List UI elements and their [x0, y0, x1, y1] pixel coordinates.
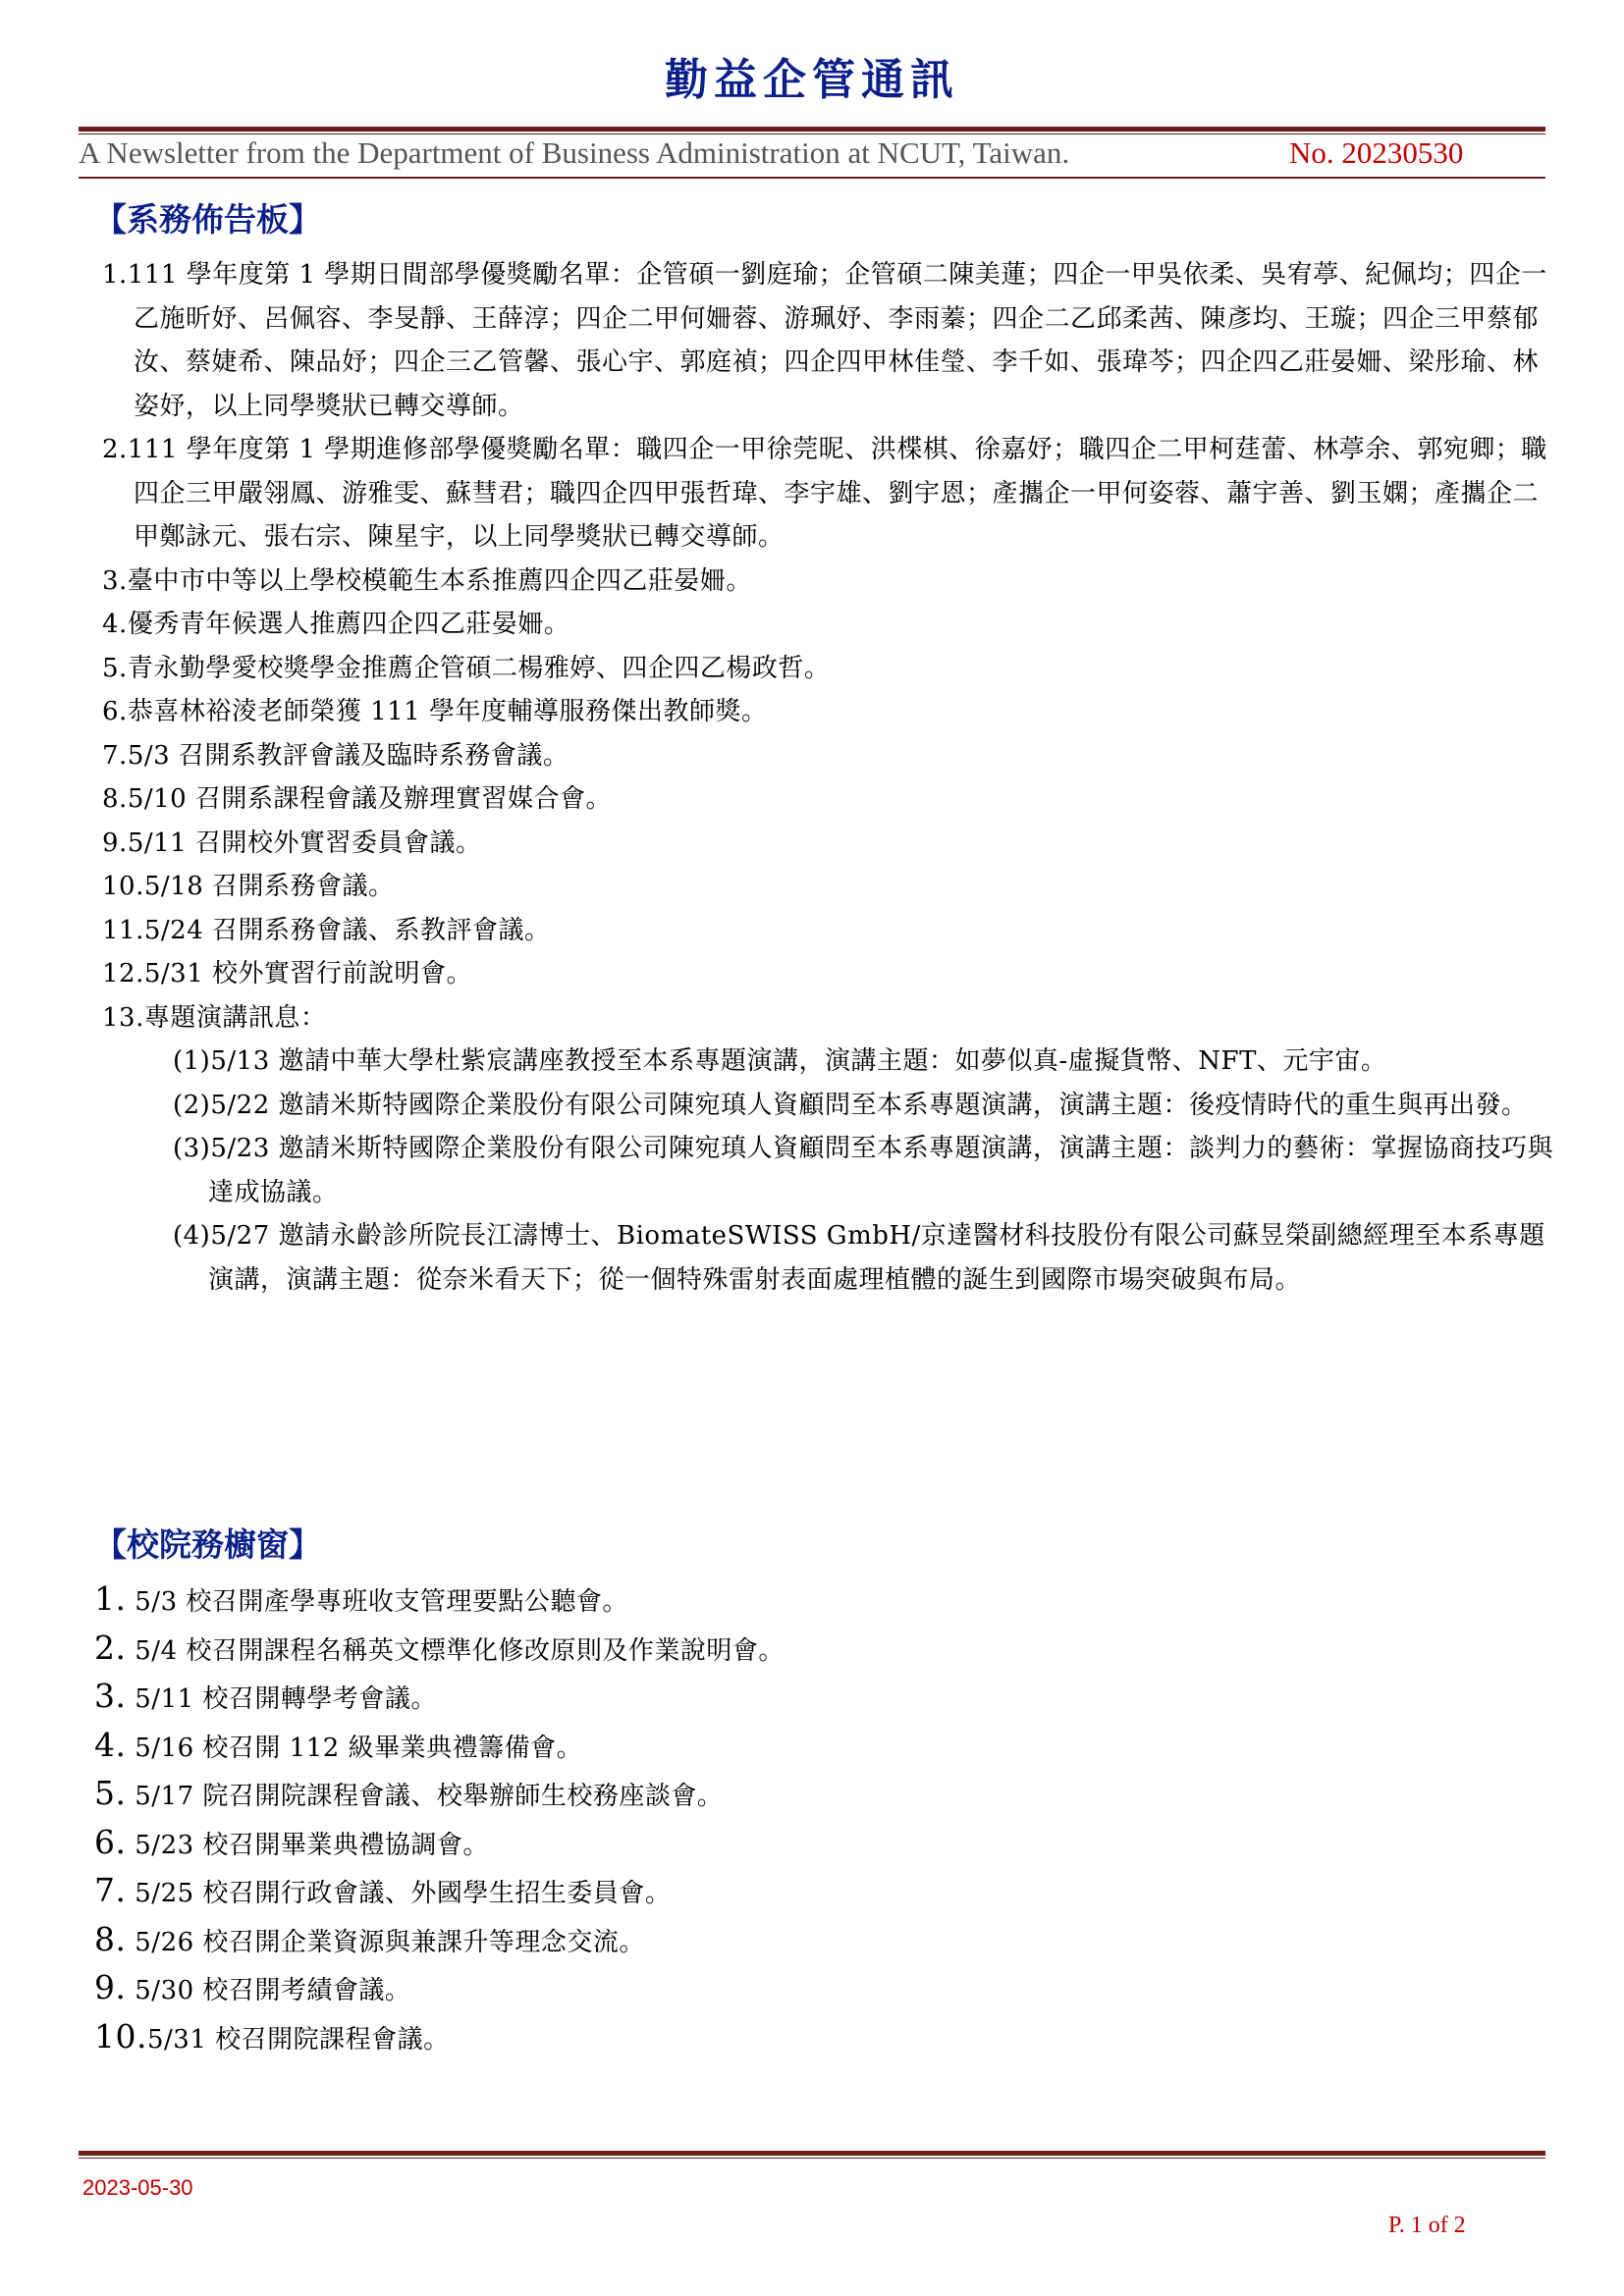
- list-item: [94, 2014, 1547, 2063]
- item-number: 11.: [102, 915, 144, 945]
- item-text: 5/31 校外實習行前說明會。: [143, 959, 473, 988]
- item-number: 7.: [94, 1871, 127, 1909]
- list-item: [102, 253, 1559, 428]
- header-top-rule: [79, 127, 1545, 134]
- list-item: [102, 822, 1559, 866]
- item-number: 5.: [94, 1774, 127, 1812]
- list-item: [102, 952, 1559, 996]
- item-number: 1.: [94, 1579, 127, 1618]
- talk-text: 5/27 邀請永齡診所院長江濤博士、BiomateSWISS GmbH/京達醫材科技股份有限公司蘇昱榮副總經理至本系專題演講，演講主題：從奈米看天下；從一個特殊雷射表面處理植體的誕生到國際市場突破與布局。: [208, 1221, 1545, 1295]
- talk-text: 5/22 邀請米斯特國際企業股份有限公司陳宛瑱人資顧問至本系專題演講，演講主題：後疫情時代的重生與再出發。: [210, 1090, 1528, 1120]
- item-number: 4.: [94, 1725, 127, 1764]
- item-text: 優秀青年候選人推薦四企四乙莊晏姍。: [127, 610, 570, 639]
- talk-number: (1): [173, 1046, 211, 1076]
- talk-item: [173, 1040, 1559, 1084]
- item-text: 5/23 校召開畢業典禮協調會。: [126, 1830, 489, 1860]
- item-text: 專題演講訊息：: [143, 1002, 327, 1033]
- section-heading-department: [94, 200, 321, 239]
- item-text: 5/24 召開系務會議、系教評會議。: [143, 915, 551, 945]
- list-item: [94, 1674, 1547, 1723]
- list-item: [94, 1626, 1547, 1675]
- list-item: [94, 1723, 1547, 1772]
- list-item: [102, 734, 1559, 778]
- item-text: 5/3 校召開產學專班收支管理要點公聽會。: [126, 1587, 628, 1617]
- item-number: 2.: [102, 435, 128, 464]
- item-text: 臺中市中等以上學校模範生本系推薦四企四乙莊晏姍。: [127, 565, 752, 596]
- list-item: [102, 647, 1559, 691]
- item-number: 8.: [94, 1919, 127, 1958]
- talk-number: (2): [173, 1090, 211, 1120]
- item-number: 5.: [102, 653, 128, 683]
- item-number: 1.: [102, 260, 128, 290]
- item-text: 恭喜林裕淩老師榮獲 111 學年度輔導服務傑出教師獎。: [127, 697, 768, 726]
- section-heading-school: [94, 1525, 321, 1564]
- item-number: 3.: [94, 1677, 127, 1715]
- item-text: 5/11 召開校外實習委員會議。: [127, 828, 482, 858]
- heading-bracket-open: 【: [94, 200, 127, 239]
- item-number: 10.: [102, 872, 144, 901]
- item-text: 5/26 校召開企業資源與兼課升等理念交流。: [126, 1927, 645, 1957]
- item-number: 12.: [102, 959, 144, 988]
- item-number: 6.: [102, 697, 128, 726]
- page-number: P. 1 of 2: [1388, 2213, 1466, 2238]
- list-item: [102, 603, 1559, 647]
- list-item: [102, 909, 1559, 953]
- item-number: 9.: [102, 828, 128, 858]
- talk-item: [173, 1214, 1559, 1302]
- item-text: 5/31 校召開院課程會議。: [146, 2024, 450, 2055]
- item-number: 8.: [102, 784, 128, 814]
- item-number: 6.: [94, 1822, 127, 1861]
- item-number: 13.: [102, 1002, 144, 1033]
- footer-date: 2023-05-30: [82, 2175, 193, 2200]
- newsletter-title: 勤益企管通訊: [665, 55, 959, 105]
- item-text: 5/16 校召開 112 級畢業典禮籌備會。: [126, 1733, 583, 1763]
- talk-number: (4): [173, 1221, 211, 1251]
- list-item: [102, 777, 1559, 822]
- list-item: [94, 1820, 1547, 1869]
- list-item: [94, 1771, 1547, 1820]
- footer-rule: [79, 2151, 1545, 2159]
- list-item: [94, 1576, 1547, 1626]
- item-text: 5/3 召開系教評會議及臨時系務會議。: [127, 740, 569, 771]
- school-news-list: [94, 1576, 1547, 2062]
- list-item: [102, 996, 1559, 1303]
- list-item: [102, 690, 1559, 734]
- list-item: [94, 1965, 1547, 2014]
- heading-text: 校院務櫥窗: [127, 1525, 289, 1564]
- newsletter-subtitle: A Newsletter from the Department of Business Administration at NCUT, Taiwan.: [79, 135, 1070, 170]
- issue-number: No. 20230530: [1289, 135, 1464, 170]
- talks-list: [134, 1040, 1559, 1302]
- heading-bracket-close: 】: [289, 1525, 321, 1564]
- heading-bracket-close: 】: [289, 200, 321, 239]
- talk-item: [173, 1127, 1559, 1214]
- talk-text: 5/13 邀請中華大學杜紫宸講座教授至本系專題演講，演講主題：如夢似真-虛擬貨幣、NFT、元宇宙。: [210, 1046, 1387, 1076]
- item-text: 111 學年度第 1 學期日間部學優獎勵名單：企管碩一劉庭瑜；企管碩二陳美蓮；四企一甲吳依柔、吳宥葶、紀佩均；四企一乙施昕妤、呂佩容、李旻靜、王薛淳；四企二甲何姍蓉、游珮妤、李雨蓁；四企二乙邱柔茜、陳彥均、王璇；四企三甲蔡郁汝、蔡婕希、陳品妤；四企三乙管馨、張心宇、郭庭禎；四企四甲林佳瑩、李千如、張瑋芩；四企四乙莊晏姍、梁彤瑜、林姿妤，以上同學獎狀已轉交導師。: [127, 260, 1547, 421]
- heading-text: 系務佈告板: [127, 200, 289, 239]
- item-number: 2.: [94, 1628, 127, 1667]
- item-text: 5/18 召開系務會議。: [143, 872, 395, 901]
- item-text: 5/10 召開系課程會議及辦理實習媒合會。: [127, 784, 612, 814]
- department-news-list: [102, 253, 1559, 1302]
- talk-number: (3): [173, 1134, 211, 1163]
- item-text: 青永勤學愛校獎學金推薦企管碩二楊雅婷、四企四乙楊政哲。: [127, 653, 831, 683]
- list-item: [94, 1868, 1547, 1917]
- item-number: 7.: [102, 740, 128, 771]
- header-bottom-rule: [79, 177, 1545, 179]
- heading-bracket-open: 【: [94, 1525, 127, 1564]
- item-text: 5/4 校召開課程名稱英文標準化修改原則及作業說明會。: [126, 1635, 785, 1666]
- item-number: 9.: [94, 1968, 127, 2006]
- item-text: 111 學年度第 1 學期進修部學優獎勵名單：職四企一甲徐莞昵、洪楪棋、徐嘉妤；職四企二甲柯莛蕾、林葶余、郭宛卿；職四企三甲嚴翎鳳、游雅雯、蘇彗君；職四企四甲張哲瑋、李宇雄、劉宇恩；產攜企一甲何姿蓉、蕭宇善、劉玉嫻；產攜企二甲鄭詠元、張右宗、陳星宇，以上同學獎狀已轉交導師。: [127, 435, 1547, 552]
- item-text: 5/11 校召開轉學考會議。: [126, 1684, 437, 1714]
- list-item: [102, 865, 1559, 909]
- item-number: 3.: [102, 565, 128, 596]
- item-number: 4.: [102, 610, 128, 639]
- list-item: [102, 428, 1559, 560]
- item-text: 5/25 校召開行政會議、外國學生招生委員會。: [126, 1879, 672, 1908]
- list-item: [102, 560, 1559, 604]
- list-item: [94, 1917, 1547, 1966]
- item-number: 10.: [94, 2016, 147, 2056]
- item-text: 5/17 院召開院課程會議、校舉辦師生校務座談會。: [126, 1782, 724, 1811]
- talk-text: 5/23 邀請米斯特國際企業股份有限公司陳宛瑱人資顧問至本系專題演講，演講主題：談判力的藝術：掌握協商技巧與達成協議。: [208, 1134, 1553, 1207]
- talk-item: [173, 1084, 1559, 1128]
- item-text: 5/30 校召開考績會議。: [126, 1976, 411, 2005]
